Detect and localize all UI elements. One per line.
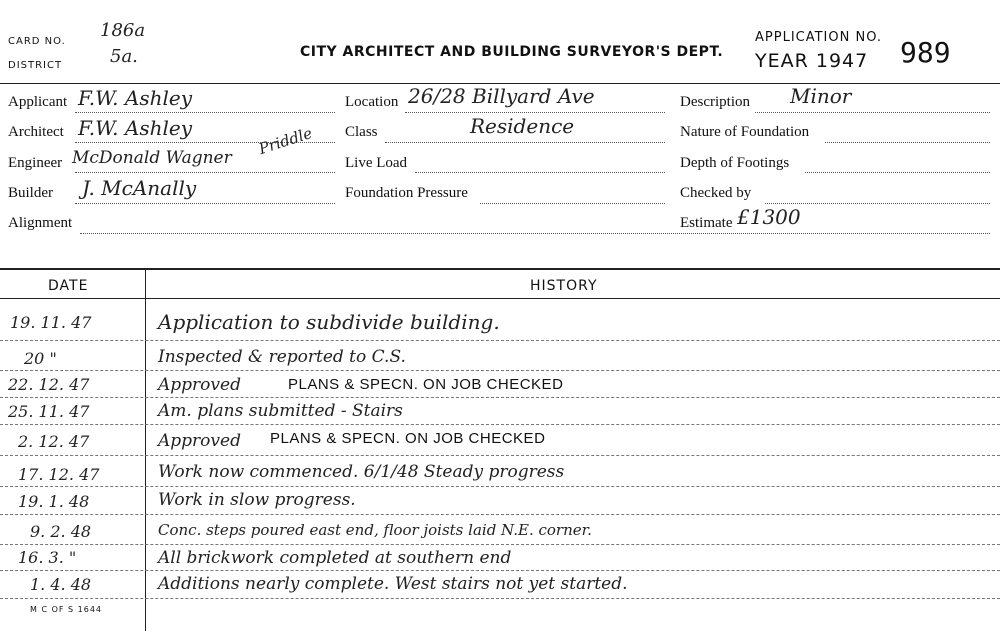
history-date: 16. 3. " [18, 548, 77, 567]
history-entry: Approved [158, 431, 241, 451]
engineer-value-above: Priddle [256, 123, 315, 159]
alignment-label: Alignment [8, 215, 73, 231]
depth-of-footings-label: Depth of Footings [680, 155, 790, 171]
foundation-pressure-label: Foundation Pressure [345, 185, 468, 201]
history-date: 9. 2. 48 [30, 522, 92, 541]
card-no-label: CARD NO. [8, 36, 66, 47]
year-label: YEAR 1947 [755, 50, 869, 72]
engineer-value: McDonald Wagner [72, 148, 232, 168]
architect-value: F.W. Ashley [78, 116, 193, 140]
builder-label: Builder [8, 185, 53, 201]
department-title: CITY ARCHITECT AND BUILDING SURVEYOR'S DEPT. [300, 44, 724, 60]
history-date: 17. 12. 47 [18, 465, 100, 484]
history-entry: Application to subdivide building. [158, 310, 500, 334]
stamp-plans-checked: PLANS & SPECN. ON JOB CHECKED [270, 430, 546, 447]
architect-label: Architect [8, 124, 64, 140]
description-label: Description [680, 94, 750, 110]
class-label: Class [345, 124, 378, 140]
history-header-rule [0, 298, 1000, 299]
estimate-label: Estimate [680, 215, 733, 231]
district-value: 5a. [110, 46, 138, 67]
estimate-value: £1300 [737, 205, 801, 229]
date-column-divider [145, 268, 146, 631]
card-no-value: 186a [100, 20, 146, 41]
applicant-value: F.W. Ashley [78, 86, 193, 110]
history-date: 25. 11. 47 [8, 402, 90, 421]
history-entry: Work in slow progress. [158, 490, 356, 510]
date-header: DATE [48, 278, 89, 294]
history-date: 2. 12. 47 [18, 432, 90, 451]
location-value: 26/28 Billyard Ave [408, 84, 595, 108]
history-entry: Approved [158, 375, 241, 395]
application-number: 989 [900, 36, 951, 69]
class-value: Residence [470, 114, 575, 138]
nature-of-foundation-label: Nature of Foundation [680, 124, 810, 140]
history-top-rule [0, 268, 1000, 270]
location-label: Location [345, 94, 399, 110]
history-date: 22. 12. 47 [8, 375, 90, 394]
history-entry: All brickwork completed at southern end [158, 548, 512, 568]
live-load-label: Live Load [345, 155, 408, 171]
engineer-label: Engineer [8, 155, 63, 171]
history-entry: Conc. steps poured east end, floor joists laid N.E. corner. [158, 521, 592, 539]
history-date: 19. 1. 48 [18, 492, 90, 511]
builder-value: J. McAnally [82, 176, 197, 200]
history-entry: Additions nearly complete. West stairs not yet started. [158, 574, 628, 594]
history-header: HISTORY [530, 278, 598, 294]
history-date: 19. 11. 47 [10, 313, 92, 332]
application-label: APPLICATION NO. [755, 30, 883, 45]
history-entry: Work now commenced. 6/1/48 Steady progress [158, 462, 565, 482]
checked-by-label: Checked by [680, 185, 752, 201]
history-date: 20 " [24, 349, 57, 368]
district-label: DISTRICT [8, 60, 63, 71]
history-date: 1. 4. 48 [30, 575, 92, 594]
history-entry: Inspected & reported to C.S. [158, 347, 406, 367]
applicant-label: Applicant [8, 94, 68, 110]
history-entry: Am. plans submitted - Stairs [158, 401, 403, 421]
description-value: Minor [790, 84, 852, 108]
stamp-plans-checked: PLANS & SPECN. ON JOB CHECKED [288, 376, 564, 393]
form-code: M C OF S 1644 [30, 605, 102, 614]
